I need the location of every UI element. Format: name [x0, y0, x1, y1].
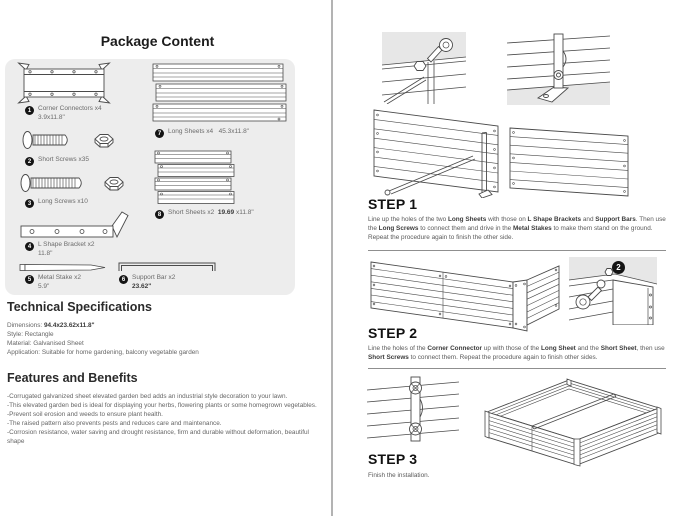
- item-number-badge: 7: [155, 129, 164, 138]
- item-l-shape-bracket: [25, 241, 95, 259]
- spec-dimensions: Dimensions: 94.4x23.62x11.8": [7, 322, 95, 329]
- step1-heading: STEP 1: [368, 196, 418, 212]
- corner-connector-drawing: [15, 62, 113, 104]
- item-label: Short Sheets x2: [168, 209, 215, 216]
- step1-screw-detail-drawing: [382, 32, 466, 104]
- item-dimension: 5.9": [38, 282, 50, 290]
- feature-item: -Corrugated galvanized sheet elevated garden bed adds an industrial style decoration to your lawn.: [7, 393, 288, 400]
- feature-item: -The raised pattern also prevents pests and reduces care and maintenance.: [7, 420, 222, 428]
- item-number-badge: 8: [155, 210, 164, 219]
- section-divider: [368, 368, 666, 369]
- feature-item: -This elevated garden bed is ideal for displaying your herbs, flowering plants or some homegrown vegetables.: [7, 402, 317, 410]
- item-number-badge: 6: [119, 275, 128, 284]
- item-long-sheets: [155, 128, 249, 138]
- step2-number-badge: 2: [612, 261, 625, 274]
- item-number-badge: 1: [25, 106, 34, 115]
- spec-style: Style: Rectangle: [7, 331, 54, 339]
- step2-assembly-drawing: [367, 257, 562, 335]
- tech-specs-list: [7, 321, 317, 357]
- item-long-screws: [25, 198, 88, 208]
- item-label: Support Bar x2: [132, 274, 176, 281]
- step2-instructions: Line the holes of the Corner Connector up with those of the Long Sheet and the Short Sheet, then use Short Screws to connect them. Repeat the procedure again to finish other sides.: [368, 345, 665, 362]
- item-number-badge: 4: [25, 242, 34, 251]
- page-title: Package Content: [100, 33, 215, 49]
- step1-instructions: Line up the holes of the two Long Sheets with those on L Shape Brackets and Support Bars. Then use the Long Screws to connect them and drive in the Metal Stakes to make them stand on the ground. Repeat the procedure again to finish the other side.: [368, 216, 666, 242]
- feature-item: -Prevent soil erosion and weeds to ensure plant health.: [7, 411, 163, 419]
- step3-screws-detail-drawing: [367, 375, 459, 445]
- hex-nut-drawing: [91, 132, 117, 150]
- step3-instructions: Finish the installation.: [368, 472, 430, 479]
- item-support-bar: [119, 274, 175, 292]
- item-dimension: 19.69 x11.8": [217, 209, 254, 216]
- step1-bracket-detail-drawing: [507, 31, 610, 105]
- item-dimension: 3.9x11.8": [38, 113, 65, 121]
- item-label: Corner Connectors x4: [38, 105, 102, 112]
- item-short-screws: [25, 156, 89, 166]
- item-dimension: 23.62": [132, 282, 152, 290]
- item-label: Metal Stake x2: [38, 274, 81, 281]
- item-label: Long Sheets x4: [168, 128, 214, 135]
- l-shape-bracket-drawing: [19, 210, 131, 240]
- feature-item: -Corrosion resistance, water saving and drought resistance, firm and durable without deformation, beautiful shape: [7, 429, 309, 446]
- step1-assembly-drawing: [369, 103, 634, 198]
- section-divider: [368, 250, 666, 251]
- item-metal-stake: [25, 274, 81, 292]
- long-screw-drawing: [19, 172, 93, 194]
- spec-application: Application: Suitable for home gardening, balcony vegetable garden: [7, 349, 199, 357]
- item-number-badge: 2: [25, 157, 34, 166]
- spec-material: Material: Galvanised Sheet: [7, 340, 84, 348]
- item-label: L Shape Bracket x2: [38, 241, 95, 248]
- short-screw-drawing: [21, 129, 79, 151]
- item-number-badge: 5: [25, 275, 34, 284]
- hex-nut-drawing: [101, 175, 127, 193]
- step3-heading: STEP 3: [368, 451, 418, 467]
- tech-specs-heading: Technical Specifications: [7, 300, 152, 314]
- metal-stake-drawing: [19, 263, 107, 272]
- item-label: Short Screws x35: [38, 156, 89, 163]
- package-content-box: [5, 59, 295, 295]
- support-bar-drawing: [117, 259, 217, 272]
- item-label: Long Screws x10: [38, 198, 88, 205]
- features-heading: Features and Benefits: [7, 371, 138, 385]
- item-corner-connectors: [25, 105, 102, 123]
- item-dimension: 45.3x11.8": [218, 128, 249, 135]
- step2-heading: STEP 2: [368, 325, 418, 341]
- features-list: [7, 392, 325, 447]
- short-sheets-drawing: [153, 150, 235, 206]
- page-divider: [331, 0, 333, 516]
- long-sheets-drawing: [151, 63, 289, 123]
- step3-finished-bed-drawing: [477, 372, 667, 467]
- item-number-badge: 3: [25, 199, 34, 208]
- item-dimension: 11.8": [38, 249, 53, 257]
- item-short-sheets: [155, 209, 254, 219]
